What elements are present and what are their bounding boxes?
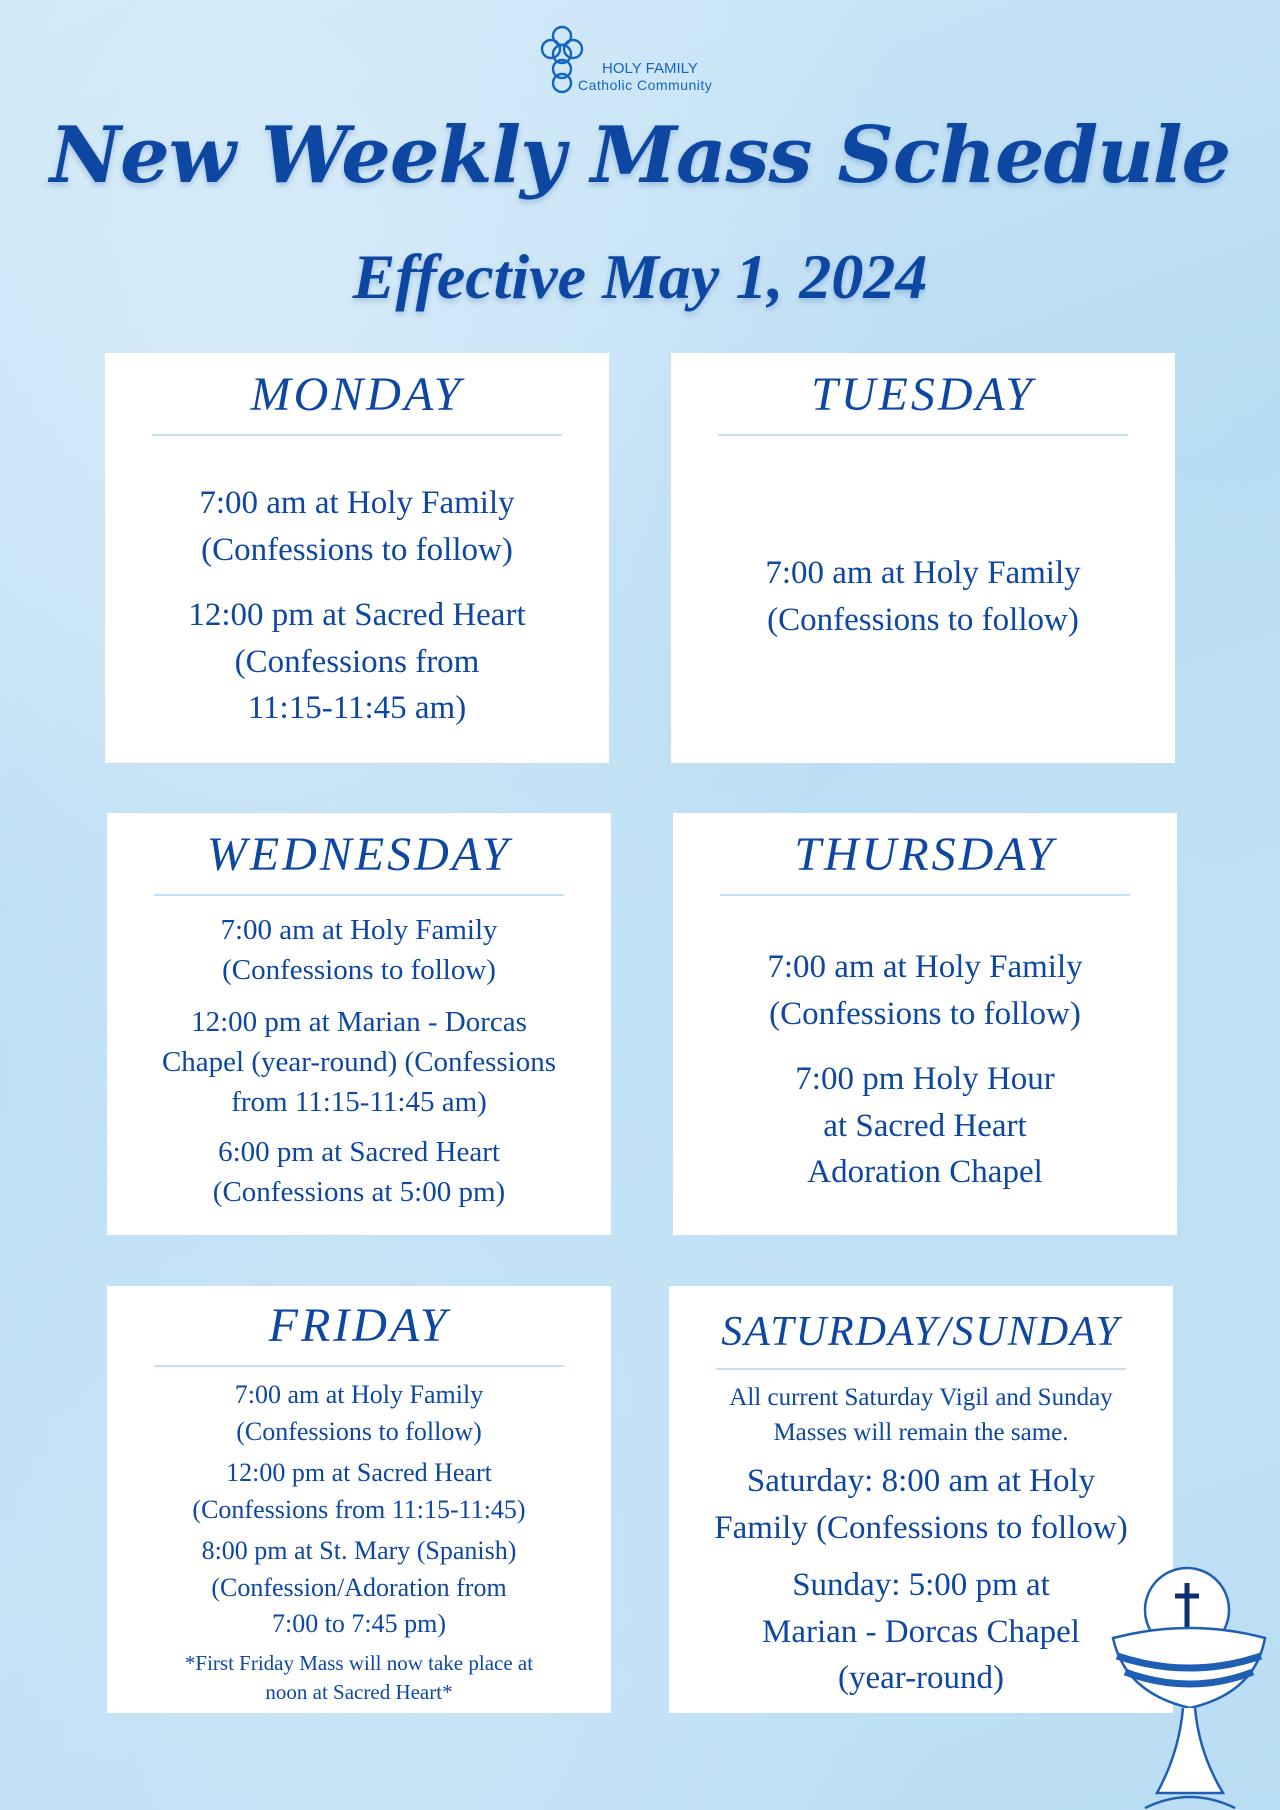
divider (152, 434, 562, 436)
schedule-item: 12:00 pm at Marian - Dorcas Chapel (year-round) (Confessions from 11:15-11:45 am) (161, 1006, 557, 1119)
card-weekend (669, 1286, 1173, 1713)
card-thursday (673, 813, 1177, 1235)
schedule-item: Saturday: 8:00 am at Holy Family (Confessions to follow) (714, 1463, 1128, 1546)
chalice-with-host-icon (1105, 1558, 1275, 1810)
logo (534, 24, 754, 96)
page-title: New Weekly Mass Schedule (49, 110, 1231, 201)
schedule-item: Sunday: 5:00 pm at Marian - Dorcas Chapel (year-round) (762, 1566, 1080, 1697)
schedule-item: 7:00 pm Holy Hour at Sacred Heart Adoration Chapel (795, 1060, 1055, 1191)
schedule-item: 7:00 am at Holy Family (Confessions to follow) (199, 485, 515, 568)
divider (718, 434, 1128, 436)
logo-line2: Catholic Community (578, 77, 713, 93)
schedule-item: 12:00 pm at Sacred Heart (Confessions from 11:15-11:45 am) (188, 596, 526, 727)
schedule-item: 6:00 pm at Sacred Heart (Confessions at 5:00 pm) (212, 1136, 506, 1209)
card-wednesday (107, 813, 611, 1235)
divider (154, 1365, 564, 1367)
divider (154, 894, 564, 896)
schedule-item: 12:00 pm at Sacred Heart (Confessions from 11:15-11:45) (192, 1457, 526, 1524)
schedule-item: 7:00 am at Holy Family (Confessions to follow) (220, 914, 498, 987)
day-heading-friday: FRIDAY (268, 1299, 450, 1352)
day-heading-monday: MONDAY (250, 368, 464, 421)
schedule-item: 8:00 pm at St. Mary (Spanish) (Confession/Adoration from 7:00 to 7:45 pm) (201, 1535, 517, 1639)
weekend-note: All current Saturday Vigil and Sunday Masses will remain the same. (729, 1384, 1113, 1446)
day-heading-tuesday: TUESDAY (811, 368, 1035, 421)
schedule-item: 7:00 am at Holy Family (Confessions to follow) (767, 949, 1083, 1032)
divider (720, 894, 1130, 896)
day-heading-thursday: THURSDAY (794, 828, 1056, 881)
schedule-item: 7:00 am at Holy Family (Confessions to follow) (234, 1380, 484, 1446)
first-friday-note: *First Friday Mass will now take place at noon at Sacred Heart* (184, 1651, 534, 1704)
day-heading-wednesday: WEDNESDAY (206, 828, 512, 881)
logo-line1: HOLY FAMILY (602, 60, 698, 77)
schedule-item: 7:00 am at Holy Family (Confessions to follow) (765, 555, 1081, 638)
page-subtitle: Effective May 1, 2024 (352, 241, 928, 312)
card-tuesday (671, 353, 1175, 763)
divider (716, 1368, 1126, 1370)
card-friday (107, 1286, 611, 1713)
card-monday (105, 353, 609, 763)
day-heading-weekend: SATURDAY/SUNDAY (721, 1309, 1121, 1355)
